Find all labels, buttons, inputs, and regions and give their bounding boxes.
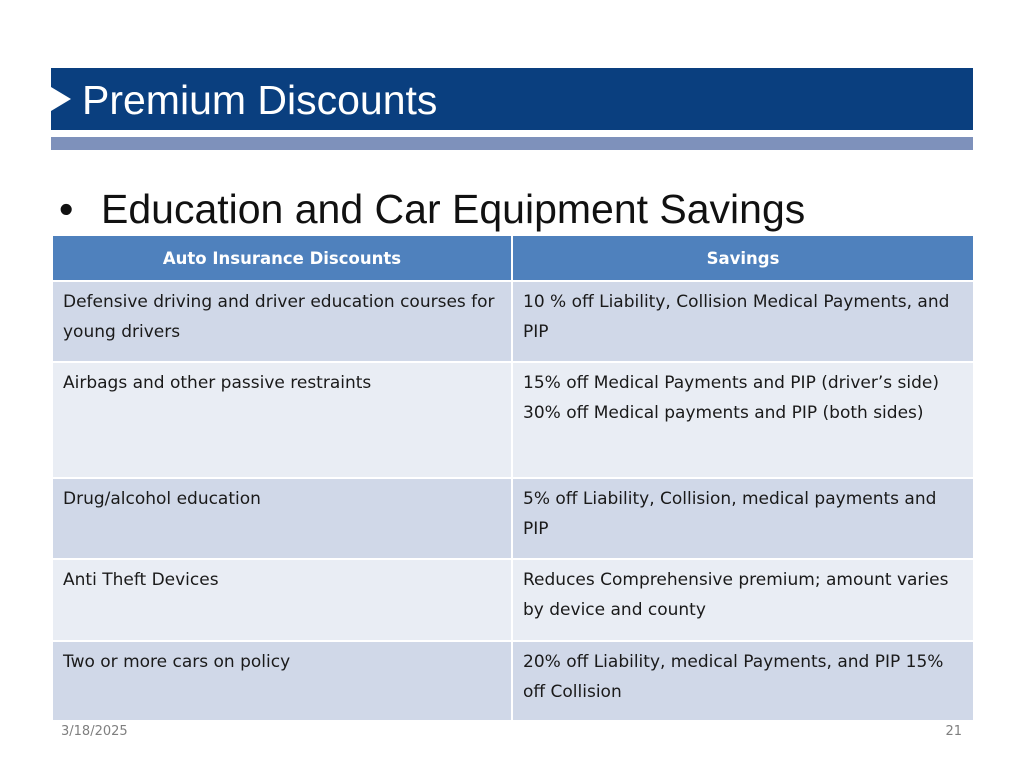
discount-cell: Anti Theft Devices <box>52 559 512 641</box>
discount-cell: Airbags and other passive restraints <box>52 362 512 478</box>
title-bar <box>51 68 973 130</box>
savings-cell: 15% off Medical Payments and PIP (driver’s side) 30% off Medical payments and PIP (both sides) <box>512 362 974 478</box>
column-header-savings: Savings <box>512 235 974 281</box>
discounts-table <box>51 234 975 722</box>
title-underline-bar <box>51 137 973 150</box>
bullet-icon: • <box>59 186 74 232</box>
table-row <box>52 559 974 641</box>
table-row <box>52 478 974 559</box>
table-row <box>52 641 974 721</box>
discount-cell: Defensive driving and driver education courses for young drivers <box>52 281 512 362</box>
table-row <box>52 362 974 478</box>
discount-cell: Two or more cars on policy <box>52 641 512 721</box>
savings-cell: 5% off Liability, Collision, medical payments and PIP <box>512 478 974 559</box>
column-header-discounts: Auto Insurance Discounts <box>52 235 512 281</box>
discount-cell: Drug/alcohol education <box>52 478 512 559</box>
savings-cell: 10 % off Liability, Collision Medical Payments, and PIP <box>512 281 974 362</box>
savings-cell: 20% off Liability, medical Payments, and PIP 15% off Collision <box>512 641 974 721</box>
table-header-row <box>52 235 974 281</box>
slide-title: Premium Discounts <box>82 77 438 123</box>
triangle-right-icon <box>51 87 71 111</box>
bullet-text: Education and Car Equipment Savings <box>101 186 806 232</box>
footer-date: 3/18/2025 <box>61 724 128 739</box>
table-row <box>52 281 974 362</box>
savings-cell: Reduces Comprehensive premium; amount varies by device and county <box>512 559 974 641</box>
page-number: 21 <box>945 724 962 739</box>
